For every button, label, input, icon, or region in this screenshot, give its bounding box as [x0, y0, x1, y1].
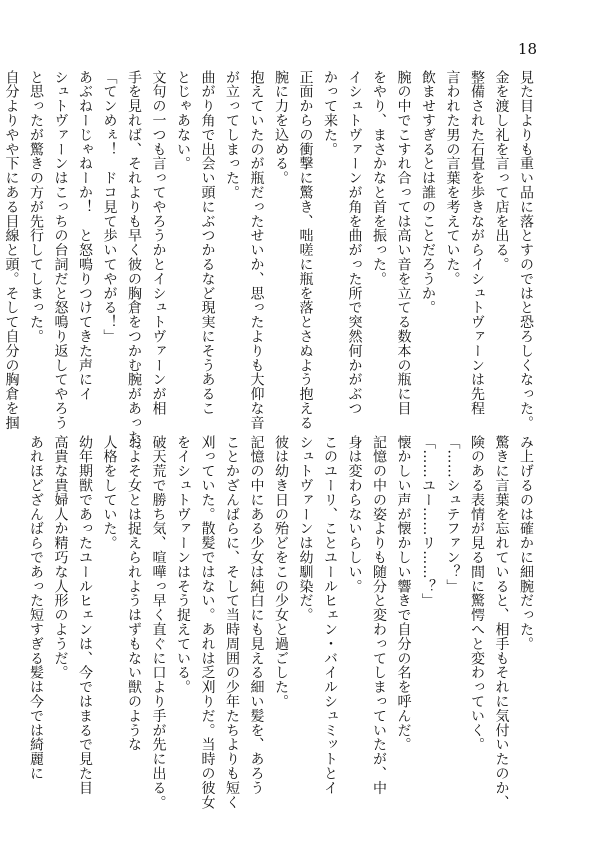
text-line: 腕に力を込める。	[273, 70, 289, 186]
text-line: 自分よりやや下にある目線と頭。そして自分の胸倉を掴	[3, 70, 20, 430]
upper-text-block	[3, 70, 538, 459]
text-line: とじゃあない。	[175, 70, 191, 171]
text-line: 「てンめぇ！ ドコ見て歩いてやがる！」	[101, 70, 118, 344]
text-line: 幼年期獣であったユールヒェンは、今ではまるで見た目	[77, 435, 93, 795]
text-line: 手を見れば、それよりも早く彼の胸倉をつかむ腕があった。	[126, 70, 142, 459]
text-line: 険のある表情が見る間に驚愕へと変わっていく。	[469, 435, 485, 752]
text-line: が立ってしまった。	[224, 70, 240, 200]
text-line: イシュトヴァーンが角を曲がった所で突然何かがぶつ	[346, 70, 363, 416]
text-line: 文句の一つも言ってやろうかとイシュトヴァーンが相	[150, 70, 167, 416]
text-line: 言われた男の言葉を考えていた。	[444, 70, 461, 286]
text-line: シュトヴァーンはこっちの台詞だと怒鳴り返してやろう	[52, 70, 69, 430]
text-line: 懐かしい声が懐かしい響きで自分の名を呼んだ。	[395, 435, 412, 752]
text-line: あぶねーじゃねーか！ と怒鳴りつけてきた声にイ	[77, 70, 93, 402]
text-line: 「……ユー……リ……？」	[420, 435, 436, 608]
text-line: 腕の中でこすれ合っては高い音を立てる数本の瓶に目	[395, 70, 412, 416]
text-line: 飲ませすぎるとは誰のことだろうか。	[420, 70, 436, 315]
page-number: 18	[517, 40, 537, 58]
text-line: 金を渡し礼を言って店を出る。	[493, 70, 510, 272]
text-line: 記憶の中にある少女は純白にも見える細い髪を、あろう	[248, 435, 265, 795]
text-line: 彼は幼き日の殆どをこの少女と過ごした。	[273, 435, 289, 709]
text-line: あれほどざんばらであった短すぎる髪は今では綺麗に	[28, 435, 44, 781]
text-line: と思ったが驚きの方が先行してしまった。	[28, 70, 44, 344]
text-line: 見た目よりも重い品に落とすのではと恐ろしくなった。	[518, 70, 534, 430]
text-line: をイシュトヴァーンはそう捉えている。	[175, 435, 191, 695]
text-line: 抱えていたのが瓶だったせいか、思ったよりも大仰な音	[248, 70, 265, 430]
text-line: このユーリ、ことユールヒェン・バイルシュミットとイ	[322, 435, 338, 795]
text-line: 驚きに言葉を忘れていると、相手もそれに気付いたのか、	[493, 435, 510, 810]
text-line: 人格をしていた。	[101, 435, 118, 551]
text-line: 破天荒で勝ち気、喧嘩っ早く直ぐに口より手が先に出る。	[150, 435, 167, 810]
text-line: 身は変わらないらしい。	[346, 435, 363, 594]
text-line: をやり、まさかなと首を振った。	[371, 70, 387, 286]
text-line: ことかざんばらに、そして当時周囲の少年たちよりも短く	[224, 435, 240, 810]
text-line: 整備された石畳を歩きながらイシュトヴァーンは先程	[469, 70, 485, 416]
text-line: かって来た。	[322, 70, 338, 157]
text-line: 記憶の中の姿よりも随分と変わってしまっていたが、中	[371, 435, 387, 795]
text-line: 正面からの衝撃に驚き、咄嗟に瓶を落とさぬよう抱える	[297, 70, 314, 430]
text-line: み上げるのは確かに細腕だった。	[518, 435, 534, 651]
text-line: シュトヴァーンは幼馴染だ。	[297, 435, 314, 623]
text-line: 曲がり角で出会い頭にぶつかるなど現実にそうあるこ	[199, 70, 216, 416]
lower-text-block	[28, 435, 538, 810]
text-line: 「……シュテファン？」	[444, 435, 461, 594]
text-line: 高貴な貴婦人か精巧な人形のようだ。	[52, 435, 69, 680]
text-line: 刈っていた。散髪ではない。あれは乏刈りだ。当時の彼女	[199, 435, 216, 810]
text-line: およそ女とは捉えられようはずもない獣のような	[126, 435, 142, 752]
